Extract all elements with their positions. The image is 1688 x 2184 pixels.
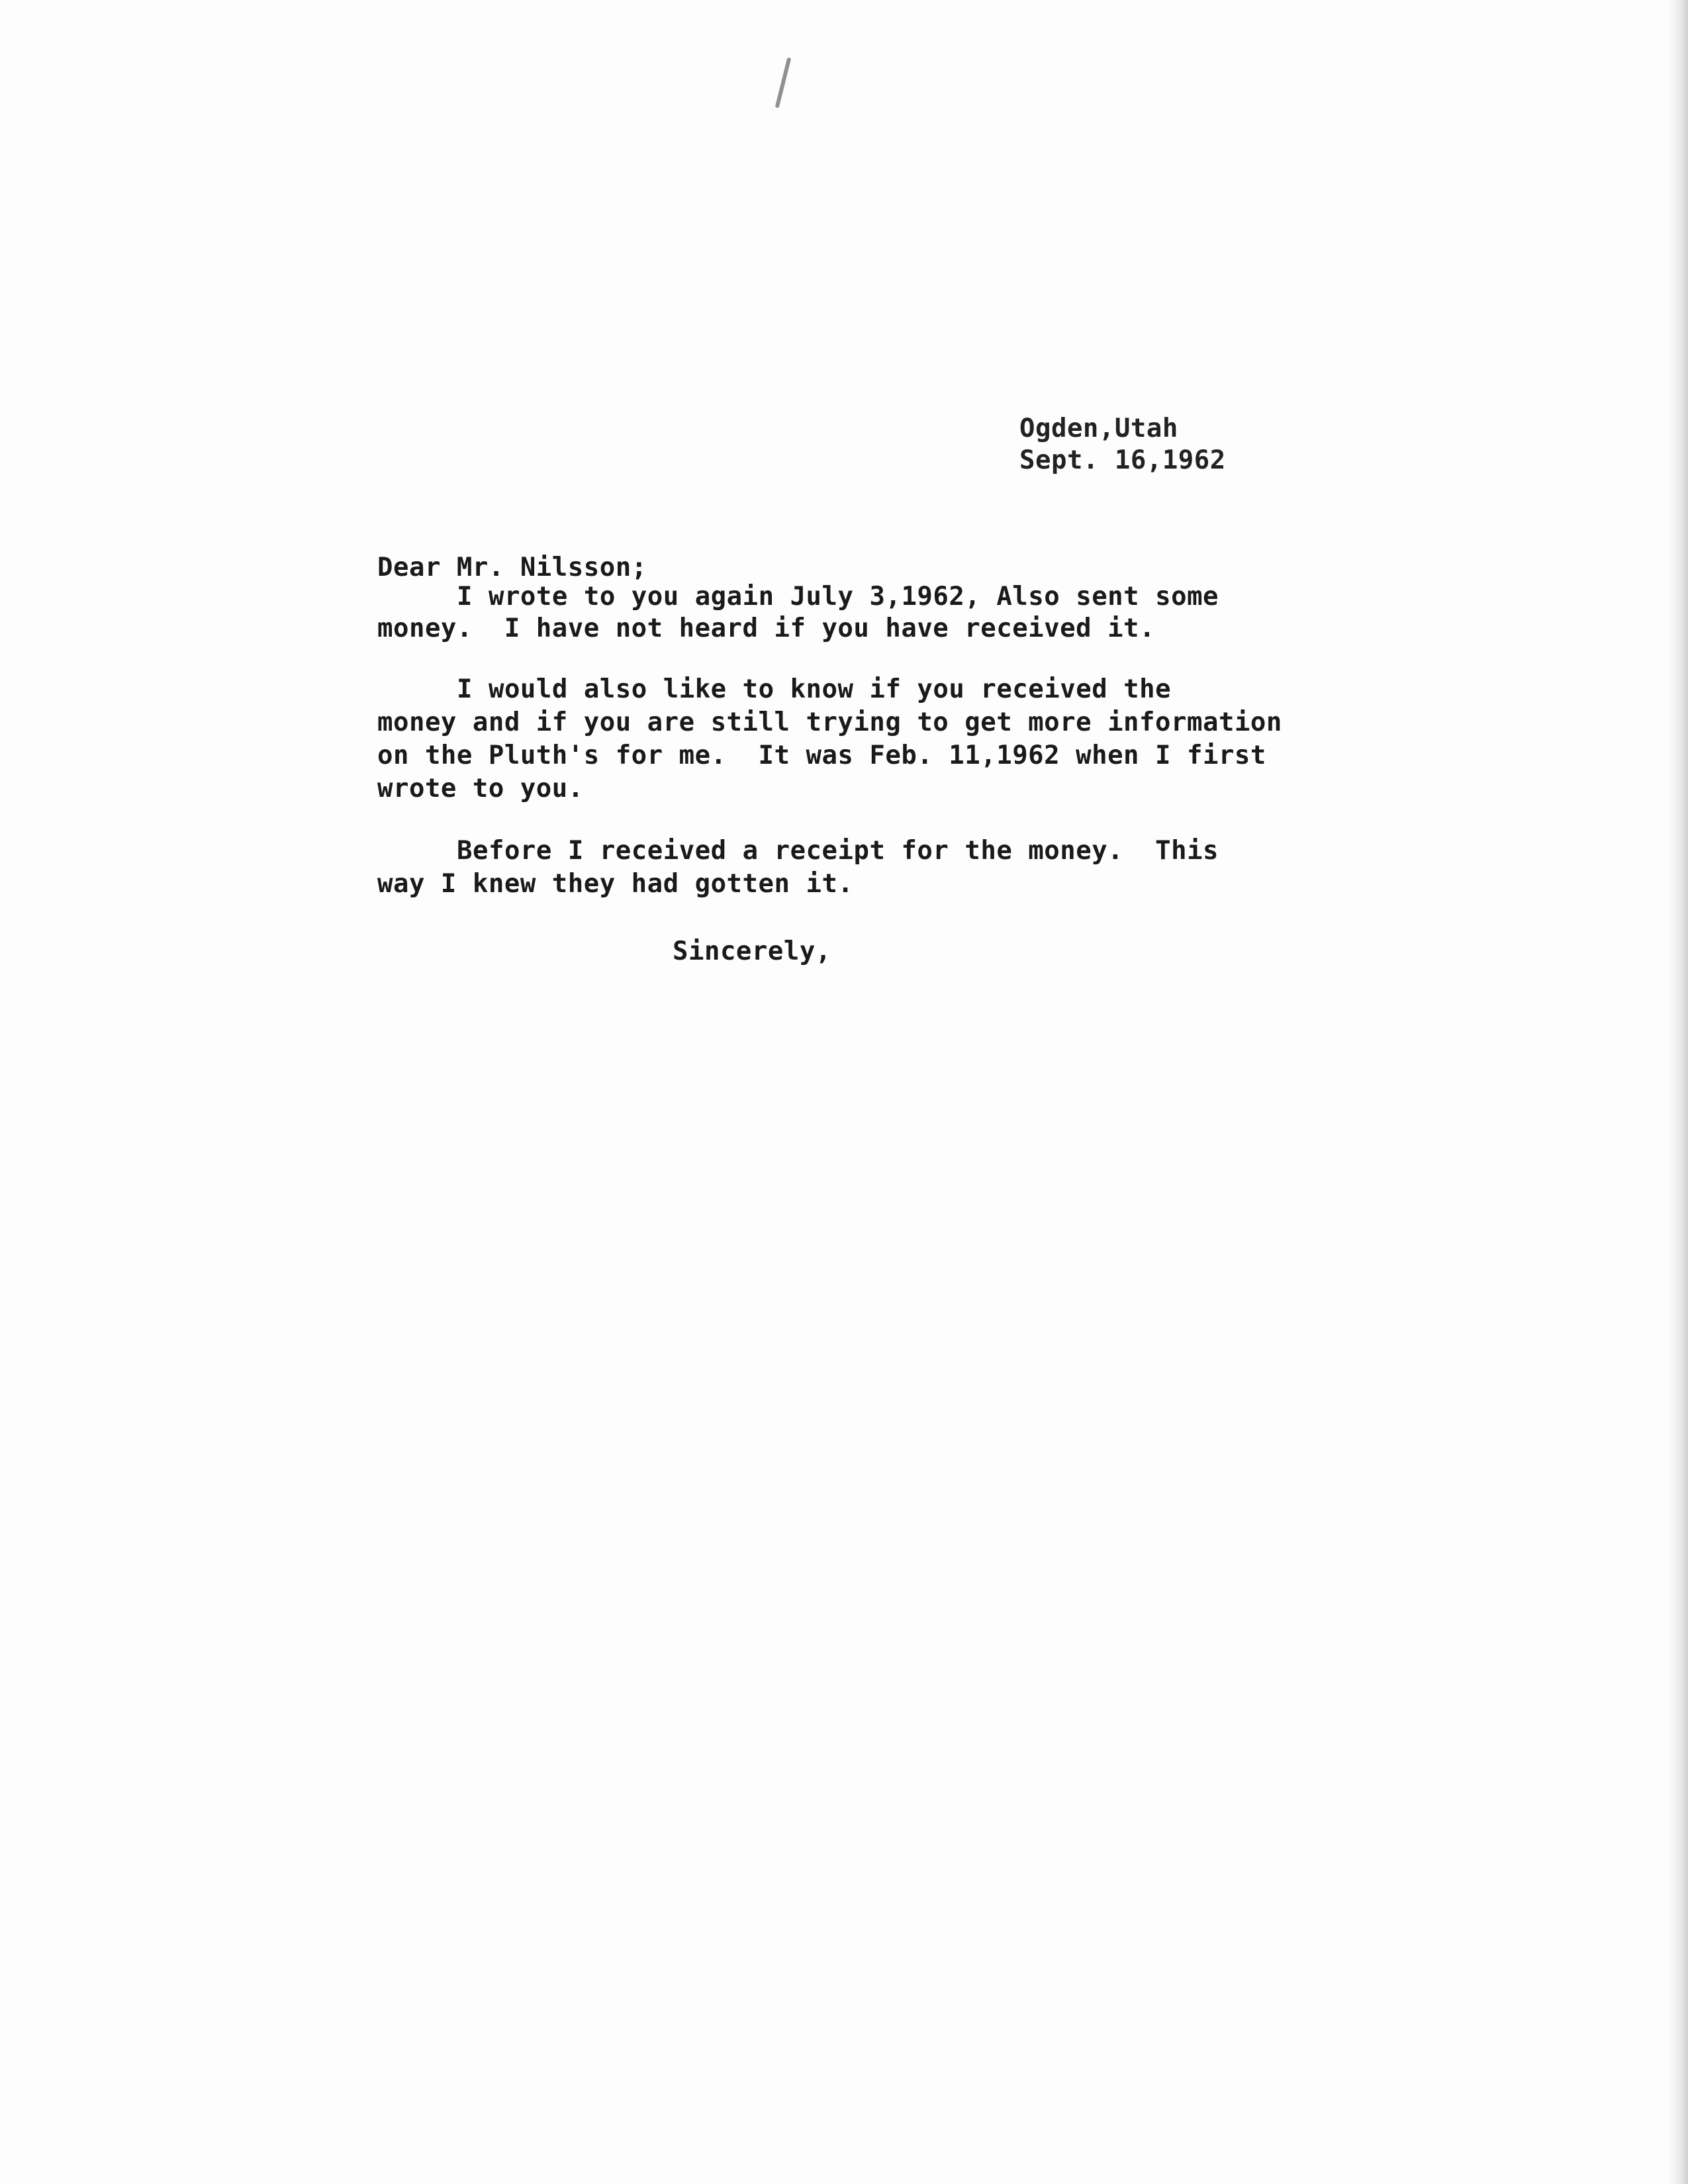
page-edge-shadow: [1668, 0, 1688, 2184]
paragraph-3-line-1: Before I received a receipt for the money. This: [457, 836, 1219, 866]
paragraph-1-line-1: I wrote to you again July 3,1962, Also sent some: [457, 582, 1219, 612]
date-line: Sept. 16,1962: [1019, 445, 1226, 475]
paragraph-2-line-3: on the Pluth's for me. It was Feb. 11,1962 when I first: [377, 741, 1266, 770]
paragraph-1-line-2: money. I have not heard if you have received it.: [377, 614, 1156, 643]
paragraph-2-line-2: money and if you are still trying to get more information: [377, 707, 1282, 737]
paragraph-2-line-1: I would also like to know if you received the: [457, 674, 1172, 704]
salutation: Dear Mr. Nilsson;: [377, 553, 647, 582]
paragraph-3-line-2: way I knew they had gotten it.: [377, 869, 854, 899]
place-line: Ogden,Utah: [1019, 414, 1178, 443]
closing: Sincerely,: [673, 936, 831, 966]
paragraph-2-line-4: wrote to you.: [377, 774, 584, 803]
pencil-tick-mark: [775, 57, 792, 108]
